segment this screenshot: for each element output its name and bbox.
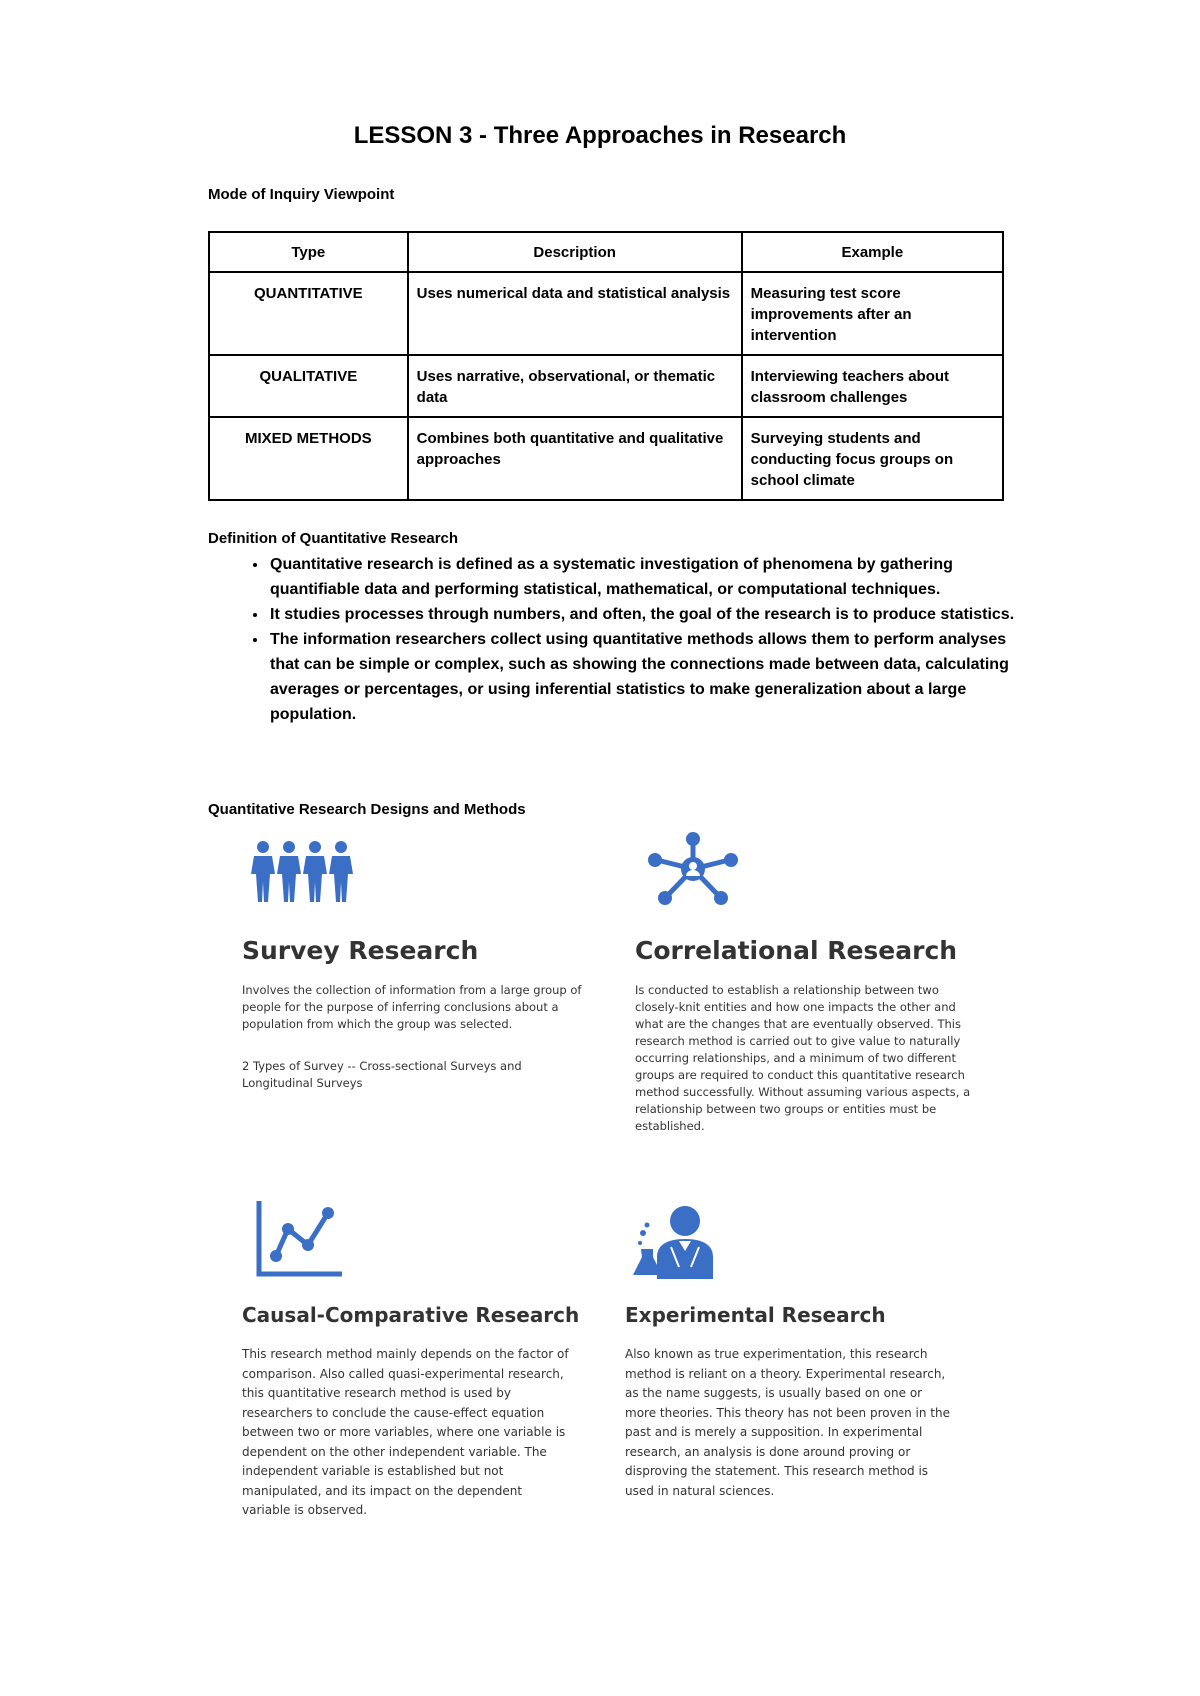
page-title: LESSON 3 - Three Approaches in Research xyxy=(353,122,847,149)
correlational-description: Is conducted to establish a relationship between two closely-knit entities and how one impacts the other and what are the changes that are eventually observed. This research method is carried out to give value to naturally occurring relationships, and a minimum of two different groups are required to conduct this quantitative research method successfully. Without assuming various aspects, a relationship between two groups or entities must be established. xyxy=(635,983,971,1133)
row-description: Uses numerical data and statistical analysis xyxy=(408,272,742,355)
header-type: Type xyxy=(209,232,408,272)
header-example: Example xyxy=(742,232,1003,272)
definition-list xyxy=(232,552,1038,727)
row-example: Interviewing teachers about classroom challenges xyxy=(742,355,1003,417)
experimental-description: Also known as true experimentation, this research method is reliant on a theory. Experimental research, as the name suggests, is usually based on one or more theories. This theory has not been proven in the past and is merely a supposition. In experimental research, an analysis is done around proving or disproving the statement. This research method is used in natural sciences. xyxy=(625,1347,950,1498)
row-description: Uses narrative, observational, or thematic data xyxy=(408,355,742,417)
table-row xyxy=(209,417,1003,500)
survey-title: Survey Research xyxy=(242,936,479,965)
list-item: • Quantitative research is defined as a systematic investigation of phenomena by gathering quantifiable data and performing statistical, mathematical, or computational techniques. xyxy=(268,552,1038,602)
row-type: QUANTITATIVE xyxy=(209,272,408,355)
list-item: • It studies processes through numbers, and often, the goal of the research is to produce statistics. xyxy=(268,602,1038,627)
row-example: Surveying students and conducting focus groups on school climate xyxy=(742,417,1003,500)
row-example: Measuring test score improvements after an intervention xyxy=(742,272,1003,355)
experimental-title: Experimental Research xyxy=(625,1303,886,1327)
network-icon xyxy=(645,830,741,908)
list-item: • The information researchers collect using quantitative methods allows them to perform analyses that can be simple or complex, such as showing the connections made between data, calculating averages or percentages, or using inferential statistics to make generalization about a large population. xyxy=(268,627,1038,727)
line-chart-icon xyxy=(256,1201,342,1277)
table-header-row xyxy=(209,232,1003,272)
scientist-icon xyxy=(633,1205,719,1279)
row-description: Combines both quantitative and qualitative approaches xyxy=(408,417,742,500)
survey-description: Involves the collection of information from a large group of people for the purpose of inferring conclusions about a population from which the group was selected. xyxy=(242,983,582,1031)
definition-heading: Definition of Quantitative Research xyxy=(208,530,459,547)
table-row xyxy=(209,272,1003,355)
header-description: Description xyxy=(408,232,742,272)
causal-title: Causal-Comparative Research xyxy=(242,1303,580,1327)
mode-heading: Mode of Inquiry Viewpoint xyxy=(208,186,395,203)
row-type: QUALITATIVE xyxy=(209,355,408,417)
people-group-icon xyxy=(250,840,354,902)
row-type: MIXED METHODS xyxy=(209,417,408,500)
modes-table xyxy=(208,231,1004,501)
survey-types: 2 Types of Survey -- Cross-sectional Surveys and Longitudinal Surveys xyxy=(242,1059,522,1090)
causal-description: This research method mainly depends on the factor of comparison. Also called quasi-experimental research, this quantitative research method is used by researchers to conclude the cause-effect equation between two or more variables, where one variable is dependent on the other independent variable. The independent variable is established but not manipulated, and its impact on the dependent variable is observed. xyxy=(242,1347,569,1517)
table-row xyxy=(209,355,1003,417)
designs-heading: Quantitative Research Designs and Methods xyxy=(208,801,526,818)
correlational-title: Correlational Research xyxy=(635,936,958,965)
